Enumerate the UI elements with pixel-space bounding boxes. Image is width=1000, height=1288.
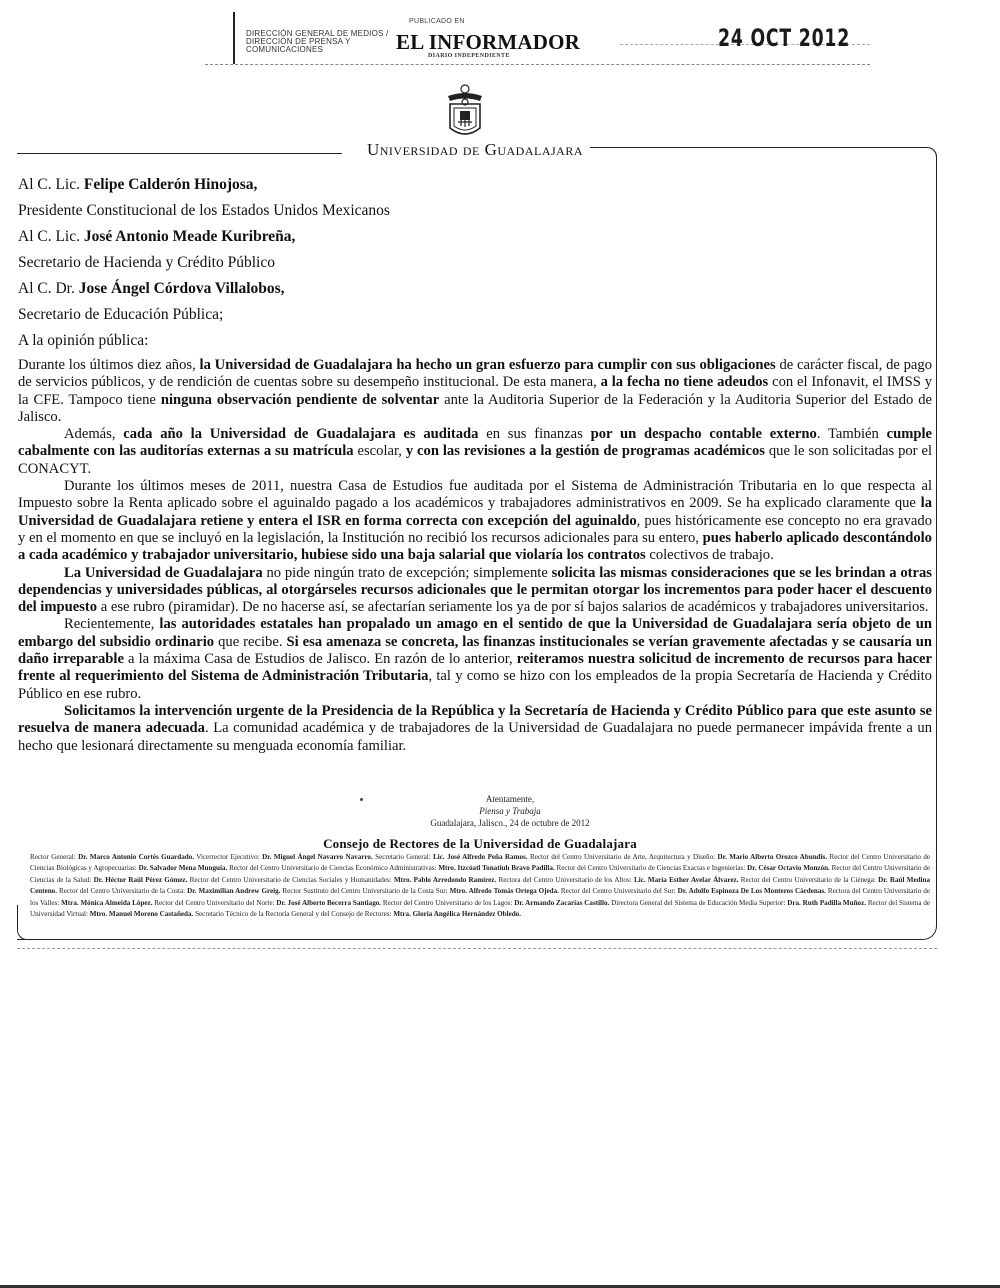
closing-place-date: Guadalajara, Jalisco., 24 de octubre de 2012 <box>430 818 590 828</box>
department-line: COMUNICACIONES <box>246 45 324 54</box>
paragraph-text: Durante los últimos diez años, <box>18 357 200 373</box>
paragraph-text: a la máxima Casa de Estudios de Jalisco. En razón de lo anterior, <box>123 651 517 668</box>
paragraph-text: que recibe. <box>214 633 287 650</box>
rectors-list <box>30 852 930 920</box>
university-seal-icon <box>444 84 486 142</box>
emphasis-text: las autoridades estatales han propalado un amago en el sentido de que la Universidad de Guadalajara sería objeto de un embargo del subsidio ordinario <box>18 616 932 650</box>
body-paragraph <box>18 478 932 564</box>
addressee-block <box>18 172 618 354</box>
rector-name: Dr. Miguel Ángel Navarro Navarro. <box>262 853 373 861</box>
addressee-role: Secretario de Educación Pública; <box>18 306 224 323</box>
emphasis-text: cada año la Universidad de Guadalajara es auditada <box>123 426 479 443</box>
institution-name: Universidad de Guadalajara <box>366 140 584 159</box>
rector-name: Dr. Mario Alberto Orozco Abundis. <box>717 853 828 861</box>
header-divider <box>233 12 235 64</box>
paragraph-text: no pide ningún trato de excepción; simplemente <box>262 564 552 581</box>
body-paragraph <box>18 616 932 702</box>
closing-regards: Atentamente, <box>485 794 535 804</box>
addressee-name-line <box>18 172 618 198</box>
rector-name: Mtro. Manuel Moreno Castañeda. <box>89 910 194 919</box>
emphasis-text: ninguna observación pendiente de solventar <box>160 391 440 408</box>
paragraph-text: escolar, <box>353 443 406 460</box>
emphasis-text: la Universidad de Guadalajara ha hecho un gran esfuerzo para cumplir con sus obligaciones <box>199 357 776 373</box>
rector-name: Dr. Héctor Raúl Pérez Gómez. <box>93 875 188 884</box>
rector-title: Rector del Centro Universitario de los Lagos: <box>381 898 515 907</box>
rector-title: Rector del Sistema de Universidad Virtual: <box>30 898 931 919</box>
rector-title: Rector del Centro Universitario de Ciencias Sociales y Humanidades: <box>187 875 394 884</box>
published-label: PUBLICADO EN <box>409 18 465 25</box>
addressee-name: Felipe Calderón Hinojosa, <box>83 176 258 193</box>
letter-body <box>18 357 932 755</box>
clipping-header <box>0 0 1000 70</box>
paragraph-text: . También <box>816 426 887 443</box>
paragraph-text: ante la Auditoria Superior de la Federación y la Auditoria Superior del Estado de Jalisco. <box>18 391 932 425</box>
frame-corner <box>17 905 29 940</box>
addressee-name-line <box>18 276 618 302</box>
rector-title: Rector del Centro Universitario de Arte, Arquitectura y Diseño: <box>527 853 718 861</box>
date-stamp: 24 OCT 2012 <box>718 24 851 52</box>
emphasis-text: por un despacho contable externo <box>590 426 817 443</box>
emphasis-text: Si esa amenaza se concreta, las finanzas institucionales se verían gravemente afectadas y se causaría un daño irreparable <box>18 633 933 668</box>
body-paragraph <box>18 357 932 426</box>
rector-name: Mtro. Pablo Arredondo Ramírez. <box>393 875 497 884</box>
rector-title: Rector del Centro Universitario del Norte: <box>152 898 277 907</box>
newspaper-name: EL INFORMADOR <box>396 30 581 54</box>
paragraph-text: en sus finanzas <box>478 426 591 443</box>
closing-block <box>300 793 720 829</box>
emphasis-text: solicita las mismas consideraciones que se les brindan a otras dependencias y universidades públicas, al otorgárseles recursos adicionales que le permitan otorgar los incrementos para poder hacer el descuento del impuesto <box>18 564 932 616</box>
addressee-name-line <box>18 224 618 250</box>
rector-title: Rector del Centro Universitario de Ciencias Biológicas y Agropecuarias: <box>30 853 931 873</box>
body-paragraph <box>18 426 932 478</box>
paragraph-text: Durante los últimos meses de 2011, nuestra Casa de Estudios fue auditada por el Sistema de Administración Tributaria en lo que respecta al Impuesto sobre la Renta aplicado sobre el aguinaldo pagado a los académicos y trabajadores administrativos en 2009. Se ha explicado claramente que <box>18 478 932 512</box>
rector-title: Rectora del Centro Universitario de los Valles: <box>30 887 930 907</box>
rector-title: Rector del Centro Universitario de Ciencias de la Salud: <box>30 864 930 884</box>
rector-name: Dr. Adolfo Espinoza De Los Monteros Cárdenas. <box>677 887 826 896</box>
rector-title: Rector del Centro Universitario de Ciencias Exactas e Ingenierías: <box>554 864 748 873</box>
rector-name: Mtra. Mónica Almeida López. <box>61 898 153 907</box>
rector-title: Rector Sustituto del Centro Universitario de la Costa Sur: <box>280 887 450 896</box>
body-paragraph <box>18 565 932 617</box>
signatory: Consejo de Rectores de la Universidad de Guadalajara <box>323 836 637 851</box>
rector-title: Rector del Centro Universitario de la Costa: <box>57 887 188 896</box>
closing-motto: Piensa y Trabaja <box>479 806 541 816</box>
paragraph-text: . La comunidad académica y de trabajadores de la Universidad de Guadalajara no puede permanecer impávida frente a un hecho que lesionará directamente su menguada economía familiar. <box>18 720 932 754</box>
salutation: A la opinión pública: <box>18 332 149 349</box>
rector-name: Dr. Maximilian Andrew Greig. <box>187 887 281 896</box>
paragraph-text: con el Infonavit, el IMSS y la CFE. Tampoco tiene <box>18 374 932 408</box>
rector-name: Dra. Ruth Padilla Muñoz. <box>787 898 866 907</box>
addressee-name: Jose Ángel Córdova Villalobos, <box>78 280 285 297</box>
emphasis-text: y con las revisiones a la gestión de programas académicos <box>405 443 765 460</box>
rector-name: Mtra. Gloria Angélica Hernández Obledo. <box>393 910 521 919</box>
department-line: DIRECCIÓN GENERAL DE MEDIOS / <box>246 29 389 38</box>
paragraph-text: , pues históricamente ese concepto no era gravado y en el momento en que se incluyó en la legislación, la Institución no recibió los recursos adicionales para su entero, <box>18 512 932 546</box>
clipping-bottom-rule <box>17 948 937 949</box>
newspaper-subtitle: DIARIO INDEPENDIENTE <box>428 53 510 59</box>
header-rule <box>205 64 870 66</box>
scan-speck <box>360 798 363 801</box>
rector-title: Rector del Centro Universitario del Sur: <box>558 887 678 896</box>
emphasis-text: Solicitamos la intervención urgente de la Presidencia de la República y la Secretaría de Hacienda y Crédito Público para que este asunto se resuelva de manera adecuada <box>18 702 932 737</box>
addressee-prefix: Al C. Dr. <box>18 280 79 297</box>
rector-name: Lic. María Esther Avelar Álvarez. <box>634 875 739 884</box>
rector-name: Dr. Marco Antonio Cortés Guardado. <box>78 853 195 861</box>
paragraph-text: colectivos de trabajo. <box>645 547 774 564</box>
emphasis-text: La Universidad de Guadalajara <box>64 564 263 581</box>
addressee-role: Secretario de Hacienda y Crédito Público <box>18 254 275 271</box>
paragraph-text: Recientemente, <box>64 616 160 633</box>
emphasis-text: cumple cabalmente con las auditorías externas a su matrícula <box>18 426 932 460</box>
addressee-name: José Antonio Meade Kuribreña, <box>83 228 296 245</box>
rector-title: Rectora del Centro Universitario de los Altos: <box>496 875 634 884</box>
rector-title: Vicerrector Ejecutivo: <box>194 853 263 861</box>
rector-title: Rector del Centro Universitario de la Ciénega: <box>738 875 879 884</box>
rector-title: Secretario Técnico de la Rectoría General y del Consejo de Rectores: <box>193 910 394 919</box>
emphasis-text: reiteramos nuestra solicitud de incremento de recursos para hacer frente al requerimiento del Sistema de Administración Tributaria <box>18 651 933 685</box>
paragraph-text: que le son solicitadas por el CONACYT. <box>18 443 932 477</box>
addressee-prefix: Al C. Lic. <box>18 176 84 193</box>
rector-name: Dr. Armando Zacarías Castillo. <box>514 898 610 907</box>
emphasis-text: la Universidad de Guadalajara retiene y entera el ISR en forma correcta con excepción del aguinaldo <box>18 495 932 529</box>
paragraph-text: de carácter fiscal, de pago de servicios públicos, y de rendición de cuentas sobre su desempeño institucional. De esta manera, <box>18 357 933 391</box>
rector-title: Rector General: <box>30 853 79 861</box>
addressee-prefix: Al C. Lic. <box>18 228 84 245</box>
rector-name: Lic. José Alfredo Peña Ramos. <box>433 853 528 861</box>
rector-title: Rector del Centro Universitario de Ciencias Económico Administrativas: <box>227 864 439 873</box>
rector-name: Dr. José Alberto Becerra Santiago. <box>276 898 382 907</box>
rector-title: Directora General del Sistema de Educación Media Superior: <box>609 898 788 907</box>
rector-name: Dr. Salvador Mena Munguía. <box>138 864 228 873</box>
rector-name: Dr. Raúl Medina Centeno. <box>30 875 931 896</box>
emphasis-text: pues haberlo aplicado descontándolo a cada académico y trabajador universitario, hubiese sido una baja salarial que violaría los contratos <box>18 529 932 564</box>
rector-title: Secretario General: <box>372 853 434 861</box>
rector-name: Dr. César Octavio Monzón. <box>747 864 830 873</box>
body-paragraph <box>18 703 932 755</box>
rector-name: Mtro. Alfredo Tomás Ortega Ojeda. <box>449 887 559 896</box>
rector-name: Mtro. Itzcóatl Tonatiuh Bravo Padilla. <box>438 864 555 873</box>
addressee-role: Presidente Constitucional de los Estados Unidos Mexicanos <box>18 202 390 219</box>
department-block <box>246 30 388 54</box>
paragraph-text: , tal y como se hizo con los empleados de la propia Secretaría de Hacienda y Crédito Público en ese rubro. <box>18 668 932 702</box>
paragraph-text: a ese rubro (piramidar). De no hacerse así, se afectarían seriamente los ya de por sí bajos salarios de académicos y trabajadores universitarios. <box>97 599 929 616</box>
emphasis-text: a la fecha no tiene adeudos <box>600 374 769 391</box>
paragraph-text: Además, <box>64 426 124 443</box>
department-line: DIRECCIÓN DE PRENSA Y <box>246 37 351 46</box>
